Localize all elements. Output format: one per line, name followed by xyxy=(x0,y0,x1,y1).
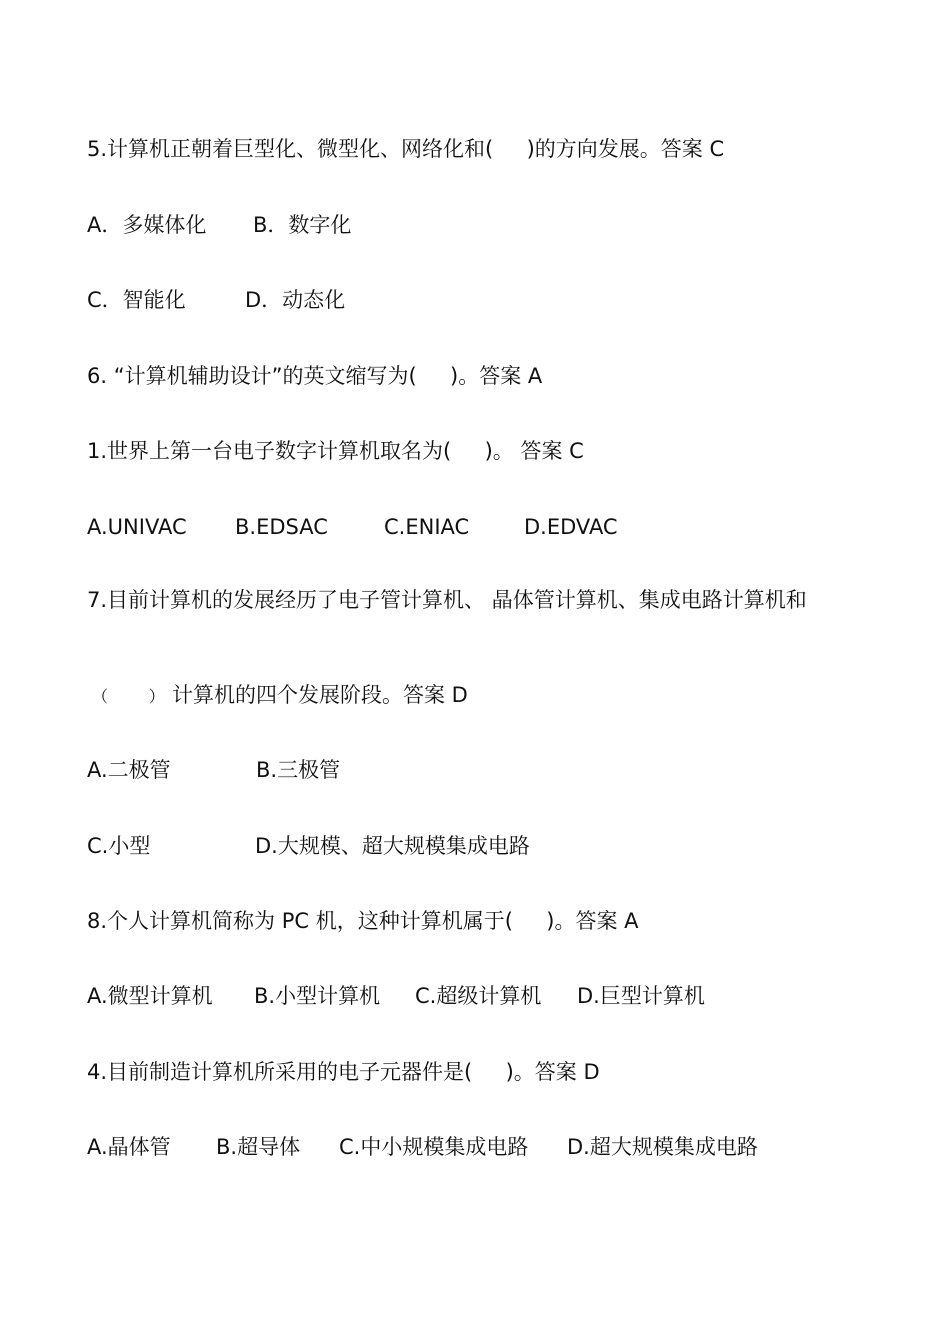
question-8-option-c: C.超级计算机 xyxy=(415,984,542,1008)
question-8-stem: 8.个人计算机简称为 PC 机，这种计算机属于( )。答案 A xyxy=(87,909,639,933)
question-1-option-a: A.UNIVAC xyxy=(87,515,187,539)
question-7-option-d: D.大规模、超大规模集成电路 xyxy=(255,834,530,858)
question-5-stem: 5.计算机正朝着巨型化、微型化、网络化和( )的方向发展。答案 C xyxy=(87,137,725,161)
question-7-blank-paren: （ ） xyxy=(92,687,165,706)
question-1-option-d: D.EDVAC xyxy=(524,515,618,539)
question-4-option-a: A.晶体管 xyxy=(87,1135,171,1159)
question-8-option-a: A.微型计算机 xyxy=(87,984,213,1008)
question-5-option-b: B．数字化 xyxy=(253,213,352,237)
question-5-option-d: D．动态化 xyxy=(245,288,346,312)
question-8-option-d: D.巨型计算机 xyxy=(577,984,705,1008)
question-5-option-a: A．多媒体化 xyxy=(87,213,207,237)
question-1-option-c: C.ENIAC xyxy=(384,515,470,539)
question-4-option-c: C.中小规模集成电路 xyxy=(339,1135,529,1159)
question-7-stem-line-2: 计算机的四个发展阶段。答案 D xyxy=(172,683,468,707)
question-5-option-c: C．智能化 xyxy=(87,288,186,312)
question-6-stem: 6. “计算机辅助设计”的英文缩写为( )。答案 A xyxy=(87,364,543,388)
question-7-option-a: A.二极管 xyxy=(87,758,171,782)
question-1-stem: 1.世界上第一台电子数字计算机取名为( )。 答案 C xyxy=(87,439,584,463)
question-7-stem-line-1: 7.目前计算机的发展经历了电子管计算机、 晶体管计算机、集成电路计算机和 xyxy=(87,588,807,612)
question-7-option-b: B.三极管 xyxy=(256,758,341,782)
question-4-stem: 4.目前制造计算机所采用的电子元器件是( )。答案 D xyxy=(87,1060,600,1084)
question-8-option-b: B.小型计算机 xyxy=(254,984,381,1008)
question-7-option-c: C.小型 xyxy=(87,834,151,858)
question-4-option-b: B.超导体 xyxy=(216,1135,301,1159)
question-1-option-b: B.EDSAC xyxy=(235,515,328,539)
question-4-option-d: D.超大规模集成电路 xyxy=(567,1135,758,1159)
